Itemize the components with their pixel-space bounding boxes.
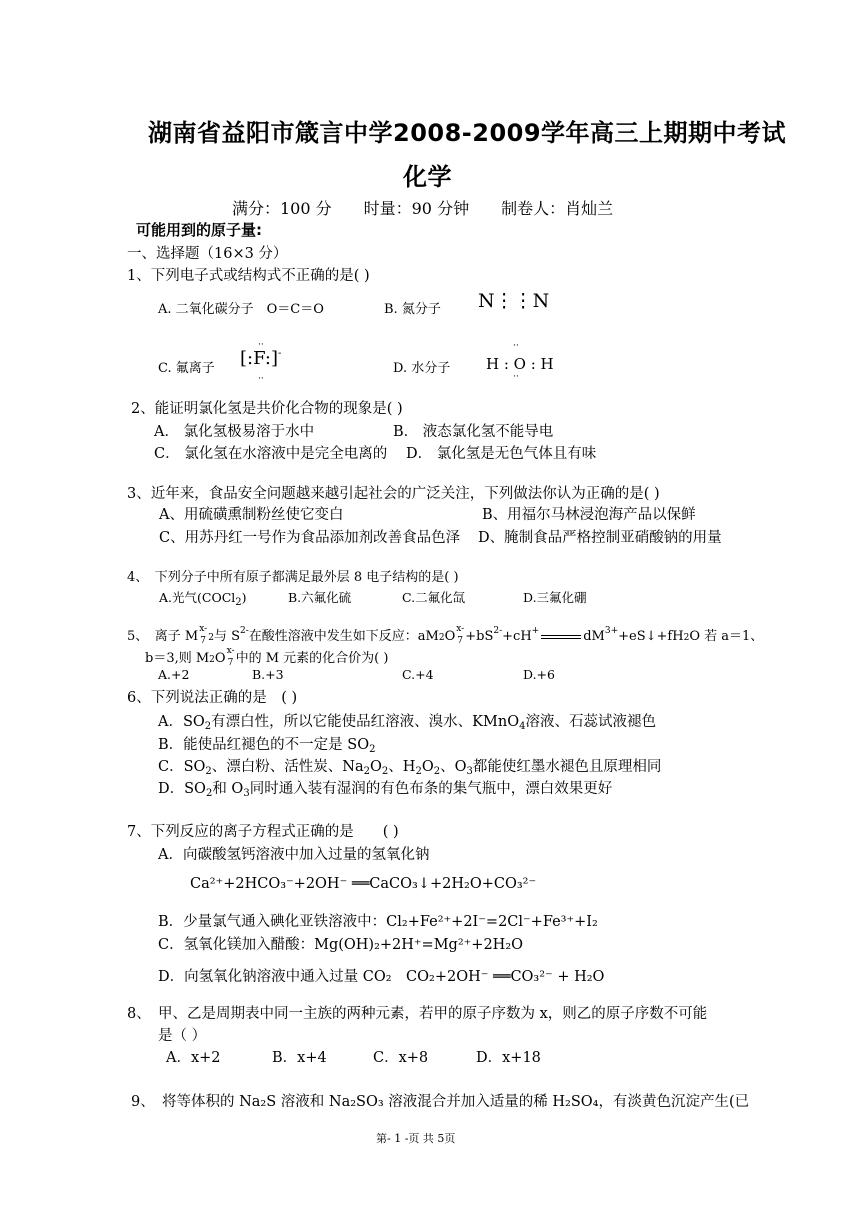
q1-option-b-formula: N⋮⋮N [478,290,550,312]
q1-stem: 1、下列电子式或结构式不正确的是( ) [127,268,370,284]
q1-c-dots-bottom: ·· [258,374,264,384]
q2-option-d: D． 氯化氢是无色气体且有味 [406,446,597,462]
q5-option-b: B.+3 [252,667,284,682]
q2-option-a: A． 氯化氢极易溶于水中 [154,424,315,440]
q6-option-c: C．$SO_2$、漂白粉、活性炭、$Na_2O_2$、$H_2O_2$、$O_3$都能使红墨水褪色且原理相同 [158,759,662,777]
exam-info: 满分：100 分 时量：90 分钟 制卷人：肖灿兰 [232,199,614,218]
page-footer: 第- 1 -页 共 5页 [376,1132,456,1145]
q8-option-c: C．x+8 [373,1050,429,1066]
q1-option-b: B. 氮分子 [384,302,441,317]
subject-title: 化学 [403,163,452,191]
q5-option-c: C.+4 [402,667,434,682]
q6-option-b: B．能使品红褪色的不一定是 $SO_2$ [158,737,376,755]
q1-option-d-formula: H : O : H [486,355,554,373]
q6-option-a: A．$SO_2$有漂白性，所以它能使品红溶液、溴水、KMnO$_4$溶液、石蕊试液褪色 [158,714,656,732]
q7-option-c: C．氢氧化镁加入醋酸：Mg(OH)₂+2H⁺=Mg²⁺+2H₂O [158,937,524,953]
section-heading: 一、选择题（16×3 分） [127,246,288,262]
q7-option-a: A．向碳酸氢钙溶液中加入过量的氢氧化钠 [158,847,430,863]
q4-option-b: B.六氟化硫 [288,590,352,605]
q8-stem: 8、 甲、乙是周期表中同一主族的两种元素，若甲的原子序数为 x，则乙的原子序数不可能 [127,1006,708,1022]
q6-option-d: D．$SO_2$和 $O_3$同时通入装有湿润的有色布条的集气瓶中，漂白效果更好 [158,781,613,799]
q3-option-a: A、用硫磺熏制粉丝使它变白 [159,507,344,523]
q3-option-b: B、用福尔马林浸泡海产品以保鲜 [482,507,696,523]
q7-option-b: B．少量氯气通入碘化亚铁溶液中：Cl₂+Fe²⁺+2I⁻=2Cl⁻+Fe³⁺+I₂ [158,914,598,930]
q5-option-a: A.+2 [158,667,190,682]
q6-stem: 6、下列说法正确的是 ( ) [127,690,298,706]
q1-option-a: A. 二氧化碳分子 O＝C＝O [158,302,324,317]
atomic-mass-label: 可能用到的原子量: [136,221,262,239]
q3-stem: 3、近年来，食品安全问题越来越引起社会的广泛关注，下列做法你认为正确的是( ) [127,486,660,502]
q9-stem: 9、 将等体积的 Na₂S 溶液和 Na₂SO₃ 溶液混合并加入适量的稀 H₂SO₄，有淡黄色沉淀产生(已 [131,1094,750,1110]
q8-option-a: A．x+2 [166,1050,221,1066]
q1-option-c: C. 氟离子 [158,361,215,376]
q4-option-d: D.三氟化硼 [523,590,587,605]
q1-option-c-formula: [:F:]- [240,348,282,369]
q4-stem: 4、 下列分子中所有原子都满足最外层 8 电子结构的是( ) [127,570,459,585]
q4-option-a: A.光气(COCl$_2$) [159,590,247,608]
q2-option-c: C． 氯化氢在水溶液中是完全电离的 [154,446,388,462]
q2-option-b: B． 液态氯化氢不能导电 [393,424,554,440]
q1-d-dots-bottom: ·· [513,372,519,382]
q1-d-dots-top: ·· [513,341,519,351]
q5-option-d: D.+6 [523,667,555,682]
q5-line1: 5、 离子 M x- 7 2与 $S^{2-}$在酸性溶液中发生如下反应：aM2O x- 7 $+bS^{2-}+cH^+$ $dM^{3+}+eS↓+fH2O$ 若 a＝1、 [127,623,764,646]
q1-option-d: D. 水分子 [393,361,451,376]
q7-option-a-equation: Ca²⁺+2HCO₃⁻+2OH⁻ ══CaCO₃↓+2H₂O+CO₃²⁻ [190,876,537,892]
q5-line2: b＝3,则 M2O x- 7 中的 M 元素的化合价为( ) [145,645,389,668]
q8-option-b: B．x+4 [272,1050,327,1066]
q2-stem: 2、能证明氯化氢是共价化合物的现象是( ) [131,401,403,417]
q8-option-d: D．x+18 [476,1050,541,1066]
q4-option-c: C.二氟化氙 [402,590,466,605]
q3-option-d: D、腌制食品严格控制亚硝酸钠的用量 [478,530,722,546]
page-title: 湖南省益阳市箴言中学2008-2009学年高三上期期中考试 [148,119,787,147]
q8-stem-cont: 是（ ） [158,1028,207,1044]
q1-c-dots-top: ·· [258,340,264,350]
q3-option-c: C、用苏丹红一号作为食品添加剂改善食品色泽 [159,530,461,546]
q7-option-d: D．向氢氧化钠溶液中通入过量 CO₂ CO₂+2OH⁻ ══CO₃²⁻ + H₂O [158,969,605,985]
q7-stem: 7、下列反应的离子方程式正确的是 ( ) [127,824,399,840]
